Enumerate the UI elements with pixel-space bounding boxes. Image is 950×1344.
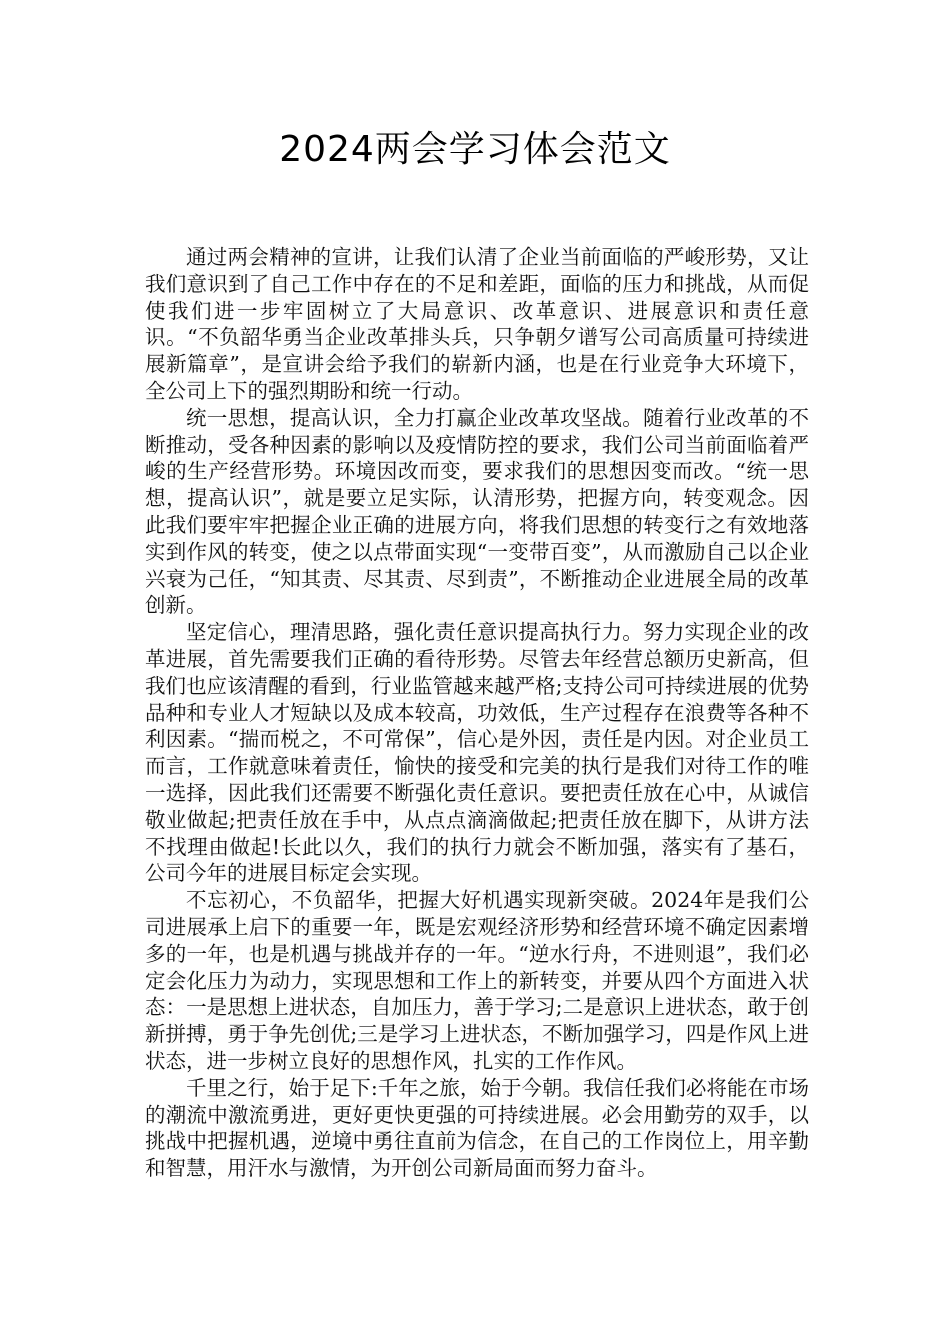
paragraph-5: 千里之行，始于足下:千年之旅，始于今朝。我信任我们必将能在市场的潮流中激流勇进，更好更快更强的可持续进展。必会用勤劳的双手，以挑战中把握机遇，逆境中勇往直前为信念，在自己的工作岗位上，用辛勤和智慧，用汗水与激情，为开创公司新局面而努力奋斗。 — [145, 1075, 809, 1181]
paragraph-1: 通过两会精神的宣讲，让我们认清了企业当前面临的严峻形势，又让我们意识到了自己工作中存在的不足和差距，面临的压力和挑战，从而促使我们进一步牢固树立了大局意识、改革意识、进展意识和责任意识。“不负韶华勇当企业改革排头兵，只争朝夕谱写公司高质量可持续进展新篇章”，是宣讲会给予我们的崭新内涵，也是在行业竞争大环境下，全公司上下的强烈期盼和统一行动。 — [145, 245, 809, 403]
document-body — [145, 244, 809, 1182]
paragraph-4: 不忘初心，不负韶华，把握大好机遇实现新突破。2024年是我们公司进展承上启下的重要一年，既是宏观经济形势和经营环境不确定因素增多的一年，也是机遇与挑战并存的一年。“逆水行舟，不进则退”，我们必定会化压力为动力，实现思想和工作上的新转变，并要从四个方面进入状态：一是思想上进状态，自加压力，善于学习;二是意识上进状态，敢于创新拼搏，勇于争先创优;三是学习上进状态，不断加强学习，四是作风上进状态，进一步树立良好的思想作风，扎实的工作作风。 — [145, 888, 809, 1073]
paragraph-3: 坚定信心，理清思路，强化责任意识提高执行力。努力实现企业的改革进展，首先需要我们正确的看待形势。尽管去年经营总额历史新高，但我们也应该清醒的看到，行业监管越来越严格;支持公司可持续进展的优势品种和专业人才短缺以及成本较高，功效低，生产过程存在浪费等各种不利因素。“揣而棁之，不可常保”，信心是外因，责任是内因。对企业员工而言，工作就意味着责任，愉快的接受和完美的执行是我们对待工作的唯一选择，因此我们还需要不断强化责任意识。要把责任放在心中，从诚信敬业做起;把责任放在手中，从点点滴滴做起;把责任放在脚下，从讲方法不找理由做起!长此以久，我们的执行力就会不断加强，落实有了基石，公司今年的进展目标定会实现。 — [145, 620, 809, 886]
paragraph-2: 统一思想，提高认识，全力打赢企业改革攻坚战。随着行业改革的不断推动，受各种因素的影响以及疫情防控的要求，我们公司当前面临着严峻的生产经营形势。环境因改而变，要求我们的思想因变而改。“统一思想，提高认识”，就是要立足实际，认清形势，把握方向，转变观念。因此我们要牢牢把握企业正确的进展方向，将我们思想的转变行之有效地落实到作风的转变，使之以点带面实现“一变带百变”，从而激励自己以企业兴衰为己任，“知其责、尽其责、尽到责”，不断推动企业进展全局的改革创新。 — [145, 405, 809, 618]
document-title: 2024两会学习体会范文 — [279, 129, 671, 170]
